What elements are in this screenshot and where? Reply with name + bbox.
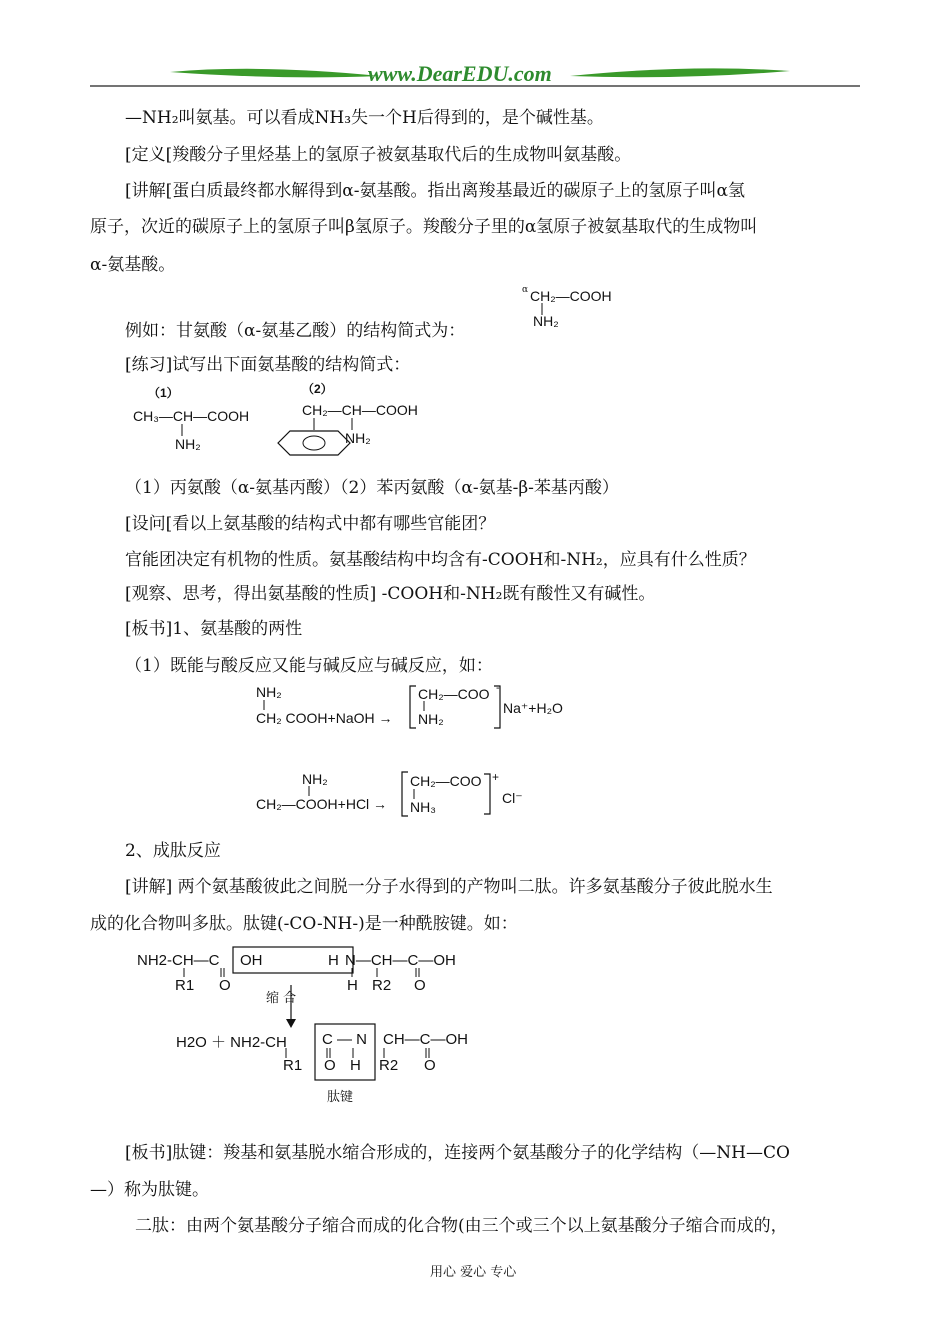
rx2-left: CH₂—COOH+HCl → (256, 796, 388, 812)
condensation-label: 缩 合 (266, 991, 297, 1006)
ex2-amino: NH₂ (345, 430, 371, 446)
para-line-8: （1）丙氨酸（α-氨基丙酸）（2）苯丙氨酸（α-氨基-β-苯基丙酸） (125, 478, 619, 498)
para-line-4: 原子，次近的碳原子上的氢原子叫β氢原子。羧酸分子里的α氢原子被氨基取代的生成物叫 (90, 217, 758, 237)
site-logo: www.DearEDU.com (368, 61, 552, 86)
para-line-14: 2、成肽反应 (125, 841, 221, 861)
rx2-charge: + (492, 770, 500, 784)
ex1-amino: NH₂ (175, 436, 201, 452)
peptide-row2-r2: R2 (379, 1057, 399, 1074)
para-line-7: [练习]试写出下面氨基酸的结构简式： (125, 355, 411, 375)
rx1-charge: - (496, 682, 500, 694)
rx2-products: Cl⁻ (502, 790, 523, 806)
peptide-row2-bond: C — N (322, 1031, 367, 1048)
rx2-top: NH₂ (302, 771, 328, 787)
para-line-5: α-氨基酸。 (90, 255, 176, 275)
peptide-bond-box (314, 1023, 378, 1083)
rx1-top: NH₂ (256, 684, 282, 700)
para-line-19: 二肽：由两个氨基酸分子缩合而成的化合物(由三个或三个以上氨基酸分子缩合而成的， (135, 1216, 788, 1236)
rx2-bond-top (307, 786, 311, 796)
page-footer: 用心 爱心 专心 (430, 1265, 517, 1280)
peptide-row1-right: N—CH—C—OH (345, 952, 456, 969)
rx1-left: CH₂ COOH+NaOH → (256, 710, 393, 726)
ex1-main: CH₃—CH—COOH (133, 408, 250, 424)
removed-water-box (232, 946, 362, 976)
para-line-17: [板书]肽键：羧基和氨基脱水缩合形成的，连接两个氨基酸分子的化学结构（—NH—CO (125, 1143, 790, 1163)
peptide-h: H (347, 977, 358, 994)
peptide-row1-oh: OH (240, 952, 263, 969)
glycine-amino: NH₂ (533, 313, 559, 329)
para-line-11: [观察、思考，得出氨基酸的性质] -COOH和-NH₂既有酸性又有碱性。 (125, 584, 656, 604)
peptide-row1-h: H (328, 952, 339, 969)
peptide-r2: R2 (372, 977, 392, 994)
peptide-r1: R1 (175, 977, 195, 994)
para-line-16: 成的化合物叫多肽。肽键(-CO-NH-)是一种酰胺键。如： (90, 914, 518, 934)
rx1-products: Na⁺+H₂O (503, 700, 563, 716)
rx1-inner-top: CH₂—COO (418, 686, 490, 702)
para-line-2: [定义[羧酸分子里烃基上的氢原子被氨基取代后的生成物叫氨基酸。 (125, 145, 632, 165)
para-line-10: 官能团决定有机物的性质。氨基酸结构中均含有-COOH和-NH₂，应具有什么性质？ (125, 550, 756, 570)
para-line-6: 例如：甘氨酸（α-氨基乙酸）的结构简式为： (125, 321, 466, 341)
ex2-main: CH₂—CH—COOH (302, 402, 418, 418)
peptide-row2-r1: R1 (283, 1057, 303, 1074)
rx1-inner-bottom: NH₂ (418, 711, 444, 727)
alpha-mark: α (522, 285, 529, 295)
para-line-1: —NH₂叫氨基。可以看成NH₃失一个H后得到的，是个碱性基。 (125, 108, 604, 128)
ex1-label: （1） (148, 386, 179, 400)
peptide-row1-left: NH2-CH—C (137, 952, 220, 969)
peptide-row2-h: H (350, 1057, 361, 1074)
rx2-inner-top: CH₂—COO (410, 773, 482, 789)
peptide-row2-bonds (278, 1020, 478, 1090)
ex2-bond (350, 418, 354, 430)
para-line-9: [设问[看以上氨基酸的结构式中都有哪些官能团？ (125, 514, 496, 534)
ex2-label: （2） (302, 382, 333, 396)
peptide-row2-right: CH—C—OH (383, 1031, 468, 1048)
para-line-13: （1）既能与酸反应又能与碱反应与碱反应，如： (125, 656, 493, 676)
rx1-bond-left (262, 700, 266, 710)
peptide-row2-o2: O (424, 1057, 436, 1074)
peptide-row2-o: O (324, 1057, 336, 1074)
peptide-o-1: O (219, 977, 231, 994)
para-line-12: [板书]1、氨基酸的两性 (125, 619, 303, 639)
peptide-o-2: O (414, 977, 426, 994)
peptide-row2-left: H2O ＋ NH2-CH (176, 1034, 287, 1051)
glycine-main: CH₂—COOH (530, 288, 612, 304)
ex1-bond (180, 424, 184, 436)
para-line-3: [讲解[蛋白质最终都水解得到α-氨基酸。指出离羧基最近的碳原子上的氢原子叫α氢 (125, 181, 745, 201)
rx2-inner-bottom: NH₃ (410, 799, 436, 815)
para-line-18: —）称为肽键。 (90, 1180, 209, 1200)
para-line-15: [讲解] 两个氨基酸彼此之间脱一分子水得到的产物叫二肽。许多氨基酸分子彼此脱水生 (125, 877, 773, 897)
peptide-bond-label: 肽键 (327, 1090, 354, 1105)
